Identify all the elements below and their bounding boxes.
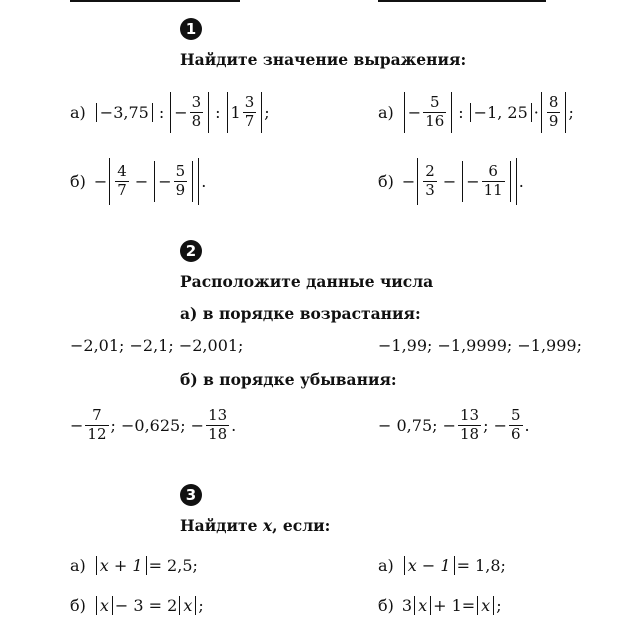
minus-sign: −	[407, 102, 422, 122]
numerator: 6	[488, 162, 498, 180]
task-3a-left	[70, 556, 198, 575]
denominator: 18	[208, 424, 228, 443]
abs-content: −1, 25	[473, 102, 528, 122]
abs-content: x	[418, 596, 428, 615]
numerator: 7	[92, 406, 102, 424]
abs-expression	[179, 596, 196, 615]
abs-content: x + 1	[99, 556, 143, 575]
denominator: 9	[175, 180, 186, 199]
fraction	[423, 95, 446, 130]
abs-expression	[96, 556, 147, 575]
fraction	[423, 164, 437, 199]
descending-set-right	[378, 408, 530, 443]
item-label: б)	[378, 596, 394, 615]
number-list: −1,99; −1,9999; −1,999;	[378, 336, 582, 355]
terminator: .	[231, 415, 237, 435]
abs-content: x	[481, 596, 491, 615]
number-list: ; −0,625; −	[110, 415, 205, 435]
item-label: б)	[70, 596, 86, 615]
ascending-set-right	[378, 336, 582, 355]
task-3a-right	[378, 556, 506, 575]
inner-abs	[154, 161, 193, 202]
task-1b-right	[378, 158, 524, 205]
number-list: −2,01; −2,1; −2,001;	[70, 336, 244, 355]
equation-middle: + 1=	[433, 596, 476, 615]
denominator: 7	[117, 180, 127, 199]
abs-mixed-number	[227, 92, 263, 133]
variable-x: x	[262, 516, 273, 535]
fraction	[482, 164, 505, 199]
equation-rest: = 1,8;	[456, 556, 506, 575]
fraction	[243, 95, 257, 130]
terminator: .	[201, 171, 207, 191]
inner-abs	[462, 161, 511, 202]
whole-part: 1	[230, 102, 241, 122]
colon: :	[215, 102, 221, 122]
minus-sign: −	[442, 171, 457, 191]
denominator: 7	[244, 111, 255, 130]
task-3b-left	[70, 596, 204, 615]
denominator: 12	[87, 424, 107, 443]
item-label: а)	[378, 556, 394, 575]
heading-text: , если:	[272, 516, 331, 535]
dot-operator: ·	[533, 102, 539, 122]
heading-text: Найдите	[180, 516, 263, 535]
abs-content: x − 1	[407, 556, 451, 575]
item-label: б)	[70, 171, 86, 191]
outer-abs	[417, 158, 516, 205]
minus-sign: −	[158, 171, 172, 191]
equation-rest: = 2,5;	[148, 556, 198, 575]
abs-content: −3,75	[99, 102, 149, 122]
outer-abs	[109, 158, 199, 205]
fraction	[509, 408, 523, 443]
terminator: ;	[568, 102, 574, 122]
numerator: 5	[510, 406, 521, 424]
minus-sign: −	[466, 171, 480, 191]
ascending-set-left	[70, 336, 243, 355]
minus-sign: −	[174, 102, 188, 122]
denominator: 8	[191, 111, 202, 130]
numerator: 13	[460, 406, 480, 424]
section-2-subheading-a: а) в порядке возрастания:	[180, 304, 421, 323]
abs-value	[470, 103, 532, 122]
denominator: 16	[425, 111, 445, 130]
abs-expression	[414, 596, 431, 615]
top-rule-right	[378, 0, 546, 2]
equation-middle: − 3 = 2	[114, 596, 178, 615]
numerator: 3	[191, 93, 202, 111]
descending-set-left	[70, 408, 236, 443]
task-3b-right	[378, 596, 502, 615]
section-3-heading	[180, 516, 330, 535]
colon: :	[458, 102, 464, 122]
numerator: 4	[117, 162, 127, 180]
abs-content: x	[183, 596, 193, 615]
fraction	[547, 95, 561, 130]
denominator: 3	[425, 180, 435, 199]
denominator: 9	[548, 111, 559, 130]
abs-fraction	[170, 92, 209, 133]
abs-expression	[96, 596, 113, 615]
top-rule-left	[70, 0, 240, 2]
item-label: а)	[378, 102, 394, 122]
minus-sign: −	[134, 171, 149, 191]
denominator: 11	[483, 180, 503, 199]
numerator: 3	[244, 93, 255, 111]
number-list: ; −	[483, 415, 507, 435]
numerator: 2	[425, 162, 435, 180]
minus-sign: −	[401, 171, 416, 191]
task-1a-right	[378, 92, 574, 133]
minus-sign: −	[93, 171, 108, 191]
colon: :	[158, 102, 165, 122]
item-label: а)	[70, 556, 86, 575]
fraction	[85, 408, 108, 443]
terminator: ;	[198, 596, 204, 615]
numerator: 8	[548, 93, 559, 111]
section-2-subheading-b: б) в порядке убывания:	[180, 370, 397, 389]
terminator: .	[524, 415, 530, 435]
coefficient: 3	[401, 596, 413, 615]
terminator: .	[518, 171, 524, 191]
section-1-badge: 1	[180, 18, 202, 40]
fraction	[206, 408, 229, 443]
item-label: б)	[378, 171, 394, 191]
item-label: а)	[70, 102, 86, 122]
abs-expression	[477, 596, 494, 615]
denominator: 6	[510, 424, 521, 443]
numerator: 5	[429, 93, 440, 111]
terminator: ;	[264, 102, 270, 122]
section-2-heading: Расположите данные числа	[180, 272, 434, 291]
section-1-heading: Найдите значение выражения:	[180, 50, 467, 69]
abs-value	[96, 103, 153, 122]
section-3-badge: 3	[180, 484, 202, 506]
task-1b-left	[70, 158, 206, 205]
denominator: 18	[460, 424, 480, 443]
fraction	[190, 95, 204, 130]
abs-fraction	[541, 92, 567, 133]
task-1a-left	[70, 92, 270, 133]
number-list: − 0,75; −	[378, 415, 456, 435]
terminator: ;	[496, 596, 502, 615]
abs-fraction	[404, 92, 453, 133]
minus-sign: −	[70, 415, 84, 435]
numerator: 13	[208, 406, 228, 424]
abs-content: x	[99, 596, 109, 615]
fraction	[115, 164, 129, 199]
fraction	[174, 164, 188, 199]
abs-expression	[404, 556, 455, 575]
numerator: 5	[175, 162, 186, 180]
fraction	[458, 408, 481, 443]
section-2-badge: 2	[180, 240, 202, 262]
